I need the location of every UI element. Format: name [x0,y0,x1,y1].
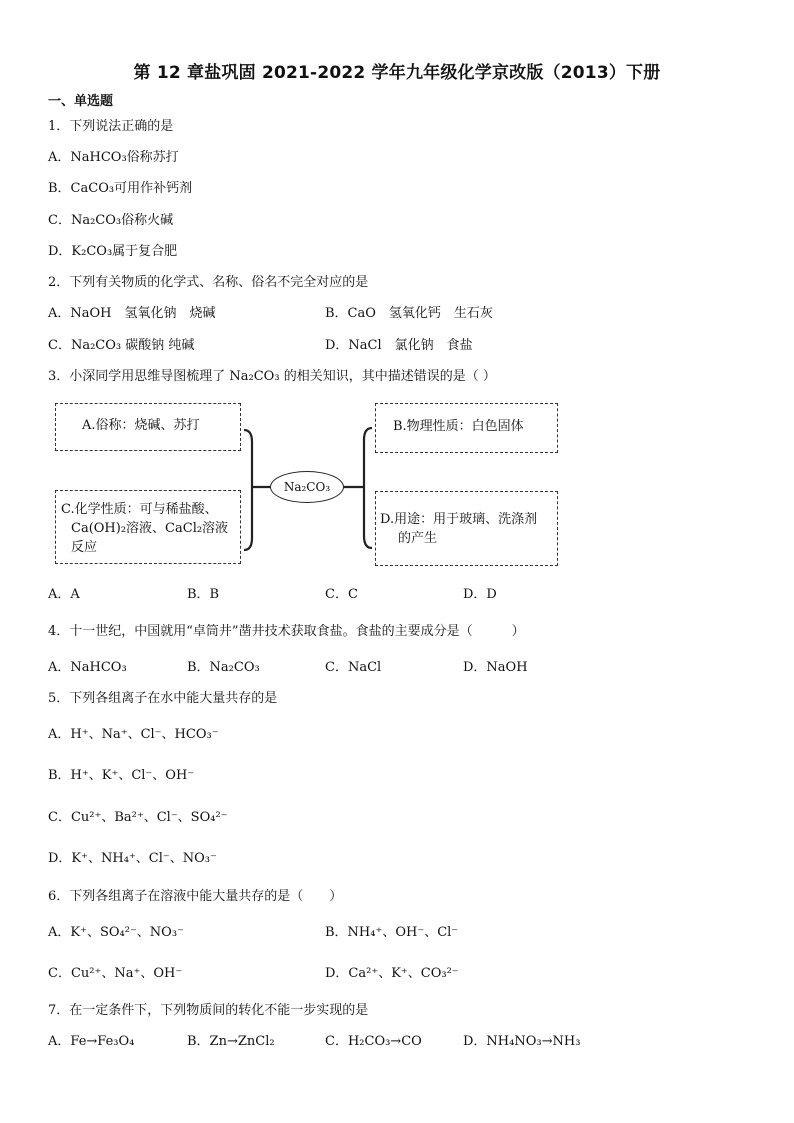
q1-stem: 1．下列说法正确的是 [48,119,174,134]
q1-option-d: D．K₂CO₃属于复合肥 [48,244,178,259]
q7-stem: 7．在一定条件下，下列物质间的转化不能一步实现的是 [48,1003,369,1018]
q6-option-a: A．K⁺、SO₄²⁻、NO₃⁻ [48,925,184,940]
q4-option-d: D．NaOH [463,660,528,675]
mindmap-center-label: Na₂CO₃ [283,480,331,494]
q1-option-c: C．Na₂CO₃俗称火碱 [48,213,174,228]
q7-option-c: C．H₂CO₃→CO [325,1034,422,1049]
q2-stem: 2．下列有关物质的化学式、名称、俗名不完全对应的是 [48,275,369,290]
q5-option-a: A．H⁺、Na⁺、Cl⁻、HCO₃⁻ [48,727,219,742]
page-title: 第 12 章盐巩固 2021-2022 学年九年级化学京改版（2013）下册 [133,63,661,83]
q7-option-a: A．Fe→Fe₃O₄ [48,1034,135,1049]
q4-option-a: A．NaHCO₃ [48,660,127,675]
q4-stem: 4．十一世纪，中国就用“卓筒井”凿井技术获取食盐。食盐的主要成分是（ ） [48,624,525,639]
q1-option-a: A．NaHCO₃俗称苏打 [48,150,179,165]
q6-option-c: C．Cu²⁺、Na⁺、OH⁻ [48,966,183,981]
mindmap-box-d-line2: 的产生 [398,531,438,546]
mindmap-box-c-line1: C.化学性质：可与稀盐酸、 [61,502,218,517]
mindmap-box-d [375,491,558,566]
mindmap-box-b [375,403,558,453]
q3-stem: 3．小深同学用思维导图梳理了 Na₂CO₃ 的相关知识，其中描述错误的是（ ） [48,369,496,384]
right-brace [364,428,372,548]
q7-option-d: D．NH₄NO₃→NH₃ [463,1034,581,1049]
q2-option-b: B．CaO 氢氧化钙 生石灰 [325,306,493,321]
q2-option-c: C．Na₂CO₃ 碳酸钠 纯碱 [48,338,195,353]
mindmap-box-a-text: A.俗称：烧碱、苏打 [82,418,200,433]
mindmap-box-a [55,403,241,451]
q2-option-d: D．NaCl 氯化钠 食盐 [325,338,473,353]
q2-option-a: A．NaOH 氢氧化钠 烧碱 [48,306,216,321]
q3-option-d: D．D [463,587,497,602]
mindmap-center-node [270,471,344,503]
q6-option-d: D．Ca²⁺、K⁺、CO₃²⁻ [325,966,459,981]
q3-option-a: A．A [48,587,80,602]
q1-option-b: B．CaCO₃可用作补钙剂 [48,181,193,196]
q5-option-b: B．H⁺、K⁺、Cl⁻、OH⁻ [48,768,195,783]
section-heading: 一、单选题 [48,94,114,109]
q4-option-b: B．Na₂CO₃ [187,660,260,675]
q3-option-c: C．C [325,587,358,602]
left-brace [244,430,252,550]
mindmap-box-c-line2: Ca(OH)₂溶液、CaCl₂溶液 [71,521,229,536]
q3-option-b: B．B [187,587,220,602]
mindmap-box-d-line1: D.用途：用于玻璃、洗涤剂 [380,512,538,527]
q7-option-b: B．Zn→ZnCl₂ [187,1034,275,1049]
mindmap-box-b-text: B.物理性质：白色固体 [393,419,524,434]
q4-option-c: C．NaCl [325,660,382,675]
mindmap-box-c-line3: 反应 [71,540,98,555]
mindmap-box-c [55,490,241,564]
q6-option-b: B．NH₄⁺、OH⁻、Cl⁻ [325,925,459,940]
q6-stem: 6．下列各组离子在溶液中能大量共存的是（ ） [48,889,343,904]
q5-option-c: C．Cu²⁺、Ba²⁺、Cl⁻、SO₄²⁻ [48,810,228,825]
q5-option-d: D．K⁺、NH₄⁺、Cl⁻、NO₃⁻ [48,851,217,866]
q5-stem: 5．下列各组离子在水中能大量共存的是 [48,691,278,706]
